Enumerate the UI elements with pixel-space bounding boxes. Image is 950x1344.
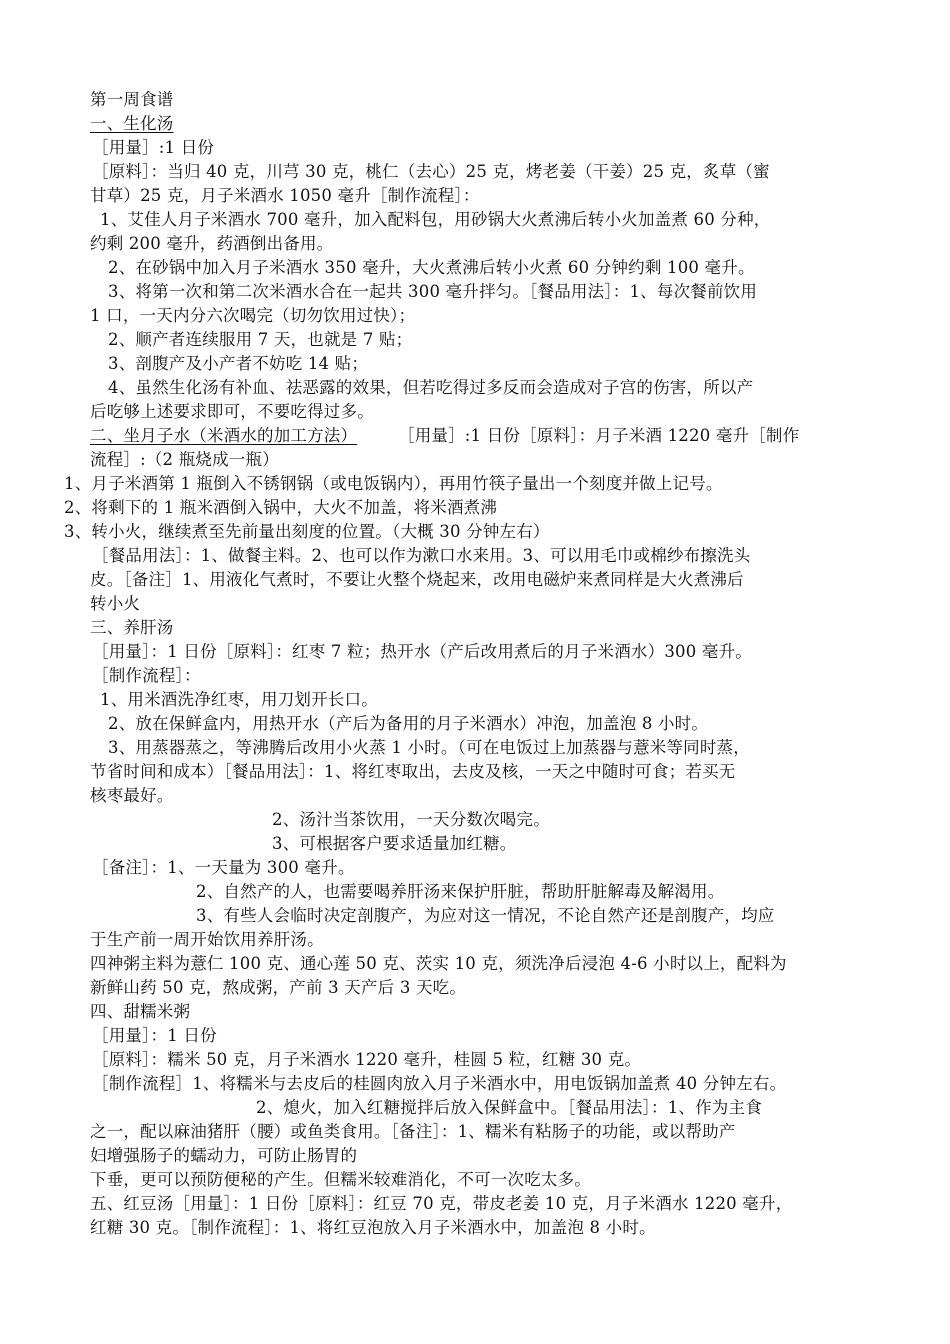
text-line: 甘草）25 克，月子米酒水 1050 毫升［制作流程］： bbox=[90, 186, 480, 205]
text-line: ［餐品用法］：1、做餐主料。2、也可以作为漱口水来用。3、可以用毛巾或棉纱布擦洗头 bbox=[92, 546, 751, 565]
text-line: 流程］:（2 瓶烧成一瓶） bbox=[90, 450, 279, 469]
text-line: 新鲜山药 50 克，熬成粥，产前 3 天产后 3 天吃。 bbox=[90, 978, 467, 997]
text-line: 4、虽然生化汤有补血、祛恶露的效果，但若吃得过多反而会造成对子宫的伤害，所以产 bbox=[108, 378, 754, 397]
text-line: 红糖 30 克。［制作流程］：1、将红豆泡放入月子米酒水中，加盖泡 8 小时。 bbox=[90, 1218, 656, 1237]
text-line: 皮。［备注］1、用液化气煮时，不要让火整个烧起来，改用电磁炉来煮同样是大火煮沸后 bbox=[90, 570, 744, 589]
text-line: 3、转小火，继续煮至先前量出刻度的位置。（大概 30 分钟左右） bbox=[64, 522, 550, 541]
text-line: 3、有些人会临时决定剖腹产，为应对这一情况，不论自然产还是剖腹产，均应 bbox=[196, 906, 775, 925]
text-line: ［备注］：1、一天量为 300 毫升。 bbox=[92, 858, 355, 877]
text-line: 2、放在保鲜盒内，用热开水（产后为备用的月子米酒水）冲泡，加盖泡 8 小时。 bbox=[108, 714, 709, 733]
text-line: 妇增强肠子的蠕动力，可防止肠胃的 bbox=[90, 1146, 358, 1165]
document-title: 第一周食谱 bbox=[90, 90, 174, 109]
text-line: 3、剖腹产及小产者不妨吃 14 贴； bbox=[108, 354, 369, 373]
section-heading-2: 二、坐月子水（米酒水的加工方法） bbox=[90, 426, 358, 445]
text-line: ［用量］：1 日份［原料］：红枣 7 粒；热开水（产后改用煮后的月子米酒水）300 毫升。 bbox=[92, 642, 752, 661]
text-line: ［用量］：1 日份 bbox=[92, 1026, 217, 1045]
text-line: 节省时间和成本）［餐品用法］：1、将红枣取出，去皮及核，一天之中随时可食；若买无 bbox=[90, 762, 736, 781]
text-line: 于生产前一周开始饮用养肝汤。 bbox=[90, 930, 324, 949]
text-line: ［用量］:1 日份 bbox=[92, 138, 215, 157]
text-line: 2、顺产者连续服用 7 天，也就是 7 贴； bbox=[108, 330, 413, 349]
text-line: ［原料］：糯米 50 克，月子米酒水 1220 毫升，桂圆 5 粒，红糖 30 克。 bbox=[92, 1050, 642, 1069]
text-line: 3、可根据客户要求适量加红糖。 bbox=[272, 834, 517, 853]
text-line: 下垂，更可以预防便秘的产生。但糯米较难消化，不可一次吃太多。 bbox=[90, 1170, 591, 1189]
text-line: 2、熄火，加入红糖搅拌后放入保鲜盒中。［餐品用法］：1、作为主食 bbox=[256, 1098, 762, 1117]
text-line: ［制作流程］： bbox=[92, 666, 201, 685]
section-heading-1: 一、生化汤 bbox=[90, 114, 174, 133]
text-line: 3、用蒸器蒸之，等沸腾后改用小火蒸 1 小时。（可在电饭过上加蒸器与薏米等同时蒸， bbox=[108, 738, 750, 757]
text-line: 1、艾佳人月子米酒水 700 毫升，加入配料包，用砂锅大火煮沸后转小火加盖煮 60 分种， bbox=[100, 210, 771, 229]
text-line: 2、将剩下的 1 瓶米酒倒入锅中，大火不加盖，将米酒煮沸 bbox=[64, 498, 498, 517]
text-line: 2、在砂锅中加入月子米酒水 350 毫升，大火煮沸后转小火煮 60 分钟约剩 100 毫升。 bbox=[108, 258, 755, 277]
text-line: ［原料］：当归 40 克，川芎 30 克，桃仁（去心）25 克，烤老姜（干姜）25 克，炙草（蜜 bbox=[92, 162, 770, 181]
section-heading-5: 五、红豆汤［用量］：1 日份［原料］：红豆 70 克，带皮老姜 10 克，月子米酒水 1220 毫升， bbox=[90, 1194, 793, 1213]
text-line: 四神粥主料为薏仁 100 克、通心莲 50 克、茨实 10 克，须洗净后浸泡 4-6 小时以上，配料为 bbox=[90, 954, 787, 973]
text-line: 之一，配以麻油猪肝（腰）或鱼类食用。［备注］：1、糯米有粘肠子的功能，或以帮助产 bbox=[90, 1122, 736, 1141]
section-heading-3: 三、养肝汤 bbox=[90, 618, 174, 637]
section-heading-4: 四、甜糯米粥 bbox=[90, 1002, 191, 1021]
text-line: 1、用米酒洗净红枣，用刀划开长口。 bbox=[100, 690, 378, 709]
text-line: 转小火 bbox=[90, 594, 141, 613]
text-line: 3、将第一次和第二次米酒水合在一起共 300 毫升拌匀。［餐品用法］：1、每次餐前饮用 bbox=[108, 282, 758, 301]
text-line: 1、月子米酒第 1 瓶倒入不锈钢锅（或电饭锅内），再用竹筷子量出一个刻度并做上记号。 bbox=[64, 474, 723, 493]
text-line: 1 口，一天内分六次喝完（切勿饮用过快）； bbox=[90, 306, 416, 325]
text-line: ［用量］:1 日份［原料］：月子米酒 1220 毫升［制作 bbox=[398, 426, 800, 445]
text-line: 后吃够上述要求即可，不要吃得过多。 bbox=[90, 402, 374, 421]
text-line: 核枣最好。 bbox=[90, 786, 174, 805]
text-line: 约剩 200 毫升，药酒倒出备用。 bbox=[90, 234, 334, 253]
text-line: ［制作流程］1、将糯米与去皮后的桂圆肉放入月子米酒水中，用电饭锅加盖煮 40 分钟左右。 bbox=[92, 1074, 787, 1093]
text-line: 2、自然产的人，也需要喝养肝汤来保护肝脏，帮助肝脏解毒及解渴用。 bbox=[196, 882, 725, 901]
text-line: 2、汤汁当茶饮用，一天分数次喝完。 bbox=[272, 810, 550, 829]
